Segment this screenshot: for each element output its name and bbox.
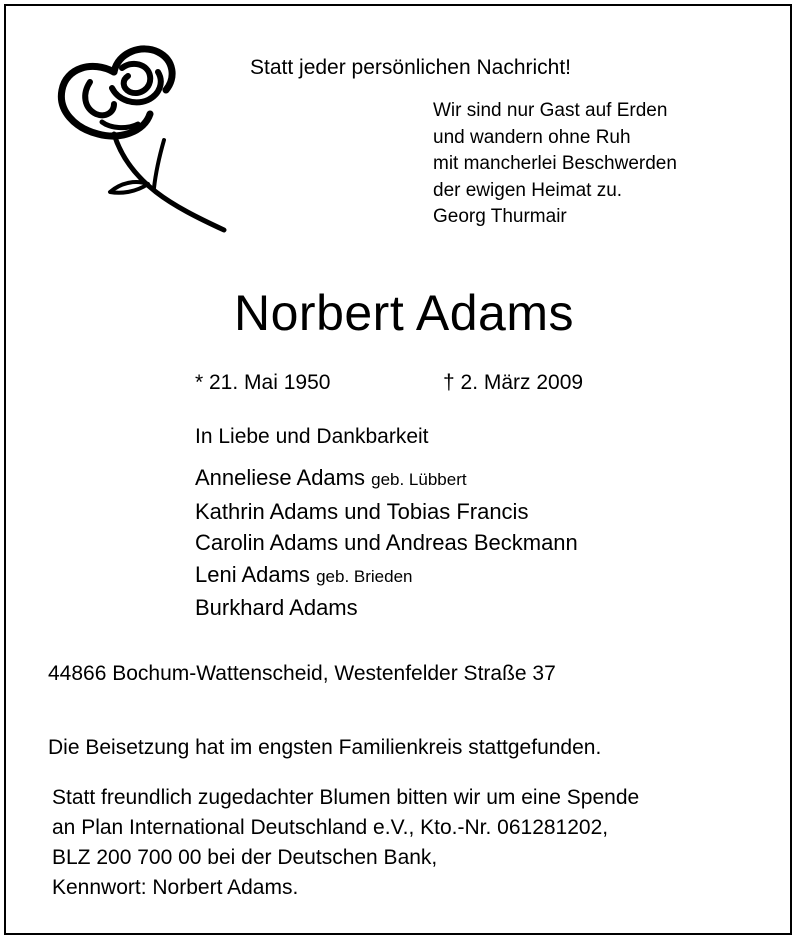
poem-author: Georg Thurmair <box>433 206 567 227</box>
poem-line: Wir sind nur Gast auf Erden <box>433 100 668 121</box>
mourner-name: Anneliese Adams <box>195 465 365 490</box>
headline: Statt jeder persönlichen Nachricht! <box>250 56 571 79</box>
mourners-intro: In Liebe und Dankbarkeit <box>195 425 429 448</box>
mourner-name: Kathrin Adams und Tobias Francis <box>195 498 529 524</box>
burial-note: Die Beisetzung hat im engsten Familienkreis stattgefunden. <box>48 736 602 759</box>
mourners-list <box>195 462 578 624</box>
donation-line: BLZ 200 700 00 bei der Deutschen Bank, <box>52 846 438 869</box>
poem <box>433 98 677 231</box>
mourner-name: Leni Adams <box>195 561 310 587</box>
poem-line: und wandern ohne Ruh <box>433 126 631 148</box>
poem-line: der ewigen Heimat zu. <box>433 179 623 201</box>
address: 44866 Bochum-Wattenscheid, Westenfelder Straße 37 <box>48 662 556 685</box>
mourner-name: Burkhard Adams <box>195 595 358 620</box>
mourner-row <box>195 527 578 559</box>
donation-line: Kennwort: Norbert Adams. <box>52 876 299 899</box>
death-date: † 2. März 2009 <box>443 371 584 394</box>
mourner-note: geb. Brieden <box>316 566 413 586</box>
mourner-row <box>195 496 578 528</box>
mourner-row <box>195 592 578 624</box>
mourner-name: Carolin Adams und Andreas Beckmann <box>195 530 578 555</box>
mourner-note: geb. Lübbert <box>371 470 467 489</box>
deceased-name: Norbert Adams <box>234 285 574 341</box>
donation-line: an Plan International Deutschland e.V., Kto.-Nr. 061281202, <box>52 816 609 839</box>
poem-line: mit mancherlei Beschwerden <box>433 153 677 174</box>
mourner-row <box>195 559 578 593</box>
mourner-row <box>195 462 578 496</box>
donation-note <box>52 783 639 903</box>
donation-line: Statt freundlich zugedachter Blumen bitten wir um eine Spende <box>52 786 640 809</box>
birth-date: * 21. Mai 1950 <box>195 371 331 394</box>
rose-icon <box>52 42 232 237</box>
